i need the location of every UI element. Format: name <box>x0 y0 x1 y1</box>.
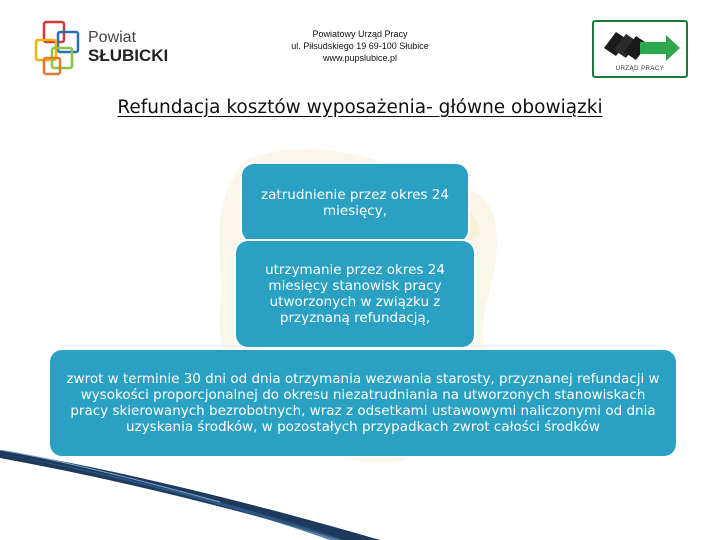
obligation-box-refund <box>50 350 676 456</box>
urzad-pracy-logo <box>592 20 688 78</box>
logo-text <box>88 30 168 65</box>
obligation-text: zwrot w terminie 30 dni od dnia otrzymania wezwania starosty, przyznanej refundacji w wysokości proporcjonalnej do okresu niezatrudniania na utworzonych stanowiskach pracy skierowanych bezrobotnych, wraz z odsetkami ustawowymi naliczonymi od dnia uzyskania środków, w pozostałych przypadkach zwrot całości środków <box>66 371 660 435</box>
logo-line-powiat: Powiat <box>88 29 137 46</box>
colored-squares-icon <box>30 18 82 78</box>
powiat-slubicki-logo <box>30 18 172 78</box>
obligation-box-maintenance <box>236 241 474 347</box>
logo-line-slubicki: SŁUBICKI <box>88 45 169 65</box>
obligation-box-employment <box>242 164 468 242</box>
office-info <box>200 28 520 64</box>
obligation-text: zatrudnienie przez okres 24 miesięcy, <box>261 187 449 219</box>
logo-caption: URZĄD PRACY <box>615 66 665 72</box>
slide-title: Refundacja kosztów wyposażenia- główne obowiązki <box>117 97 603 118</box>
office-name: Powiatowy Urząd Pracy <box>312 29 408 39</box>
obligation-text: utrzymanie przez okres 24 miesięcy stanowisk pracy utworzonych w związku z przyznaną refundacją, <box>265 262 445 326</box>
decorative-swoosh <box>0 450 720 540</box>
office-website: www.pupslubice.pl <box>322 53 398 63</box>
office-address: ul. Piłsudskiego 19 69-100 Słubice <box>291 41 429 51</box>
